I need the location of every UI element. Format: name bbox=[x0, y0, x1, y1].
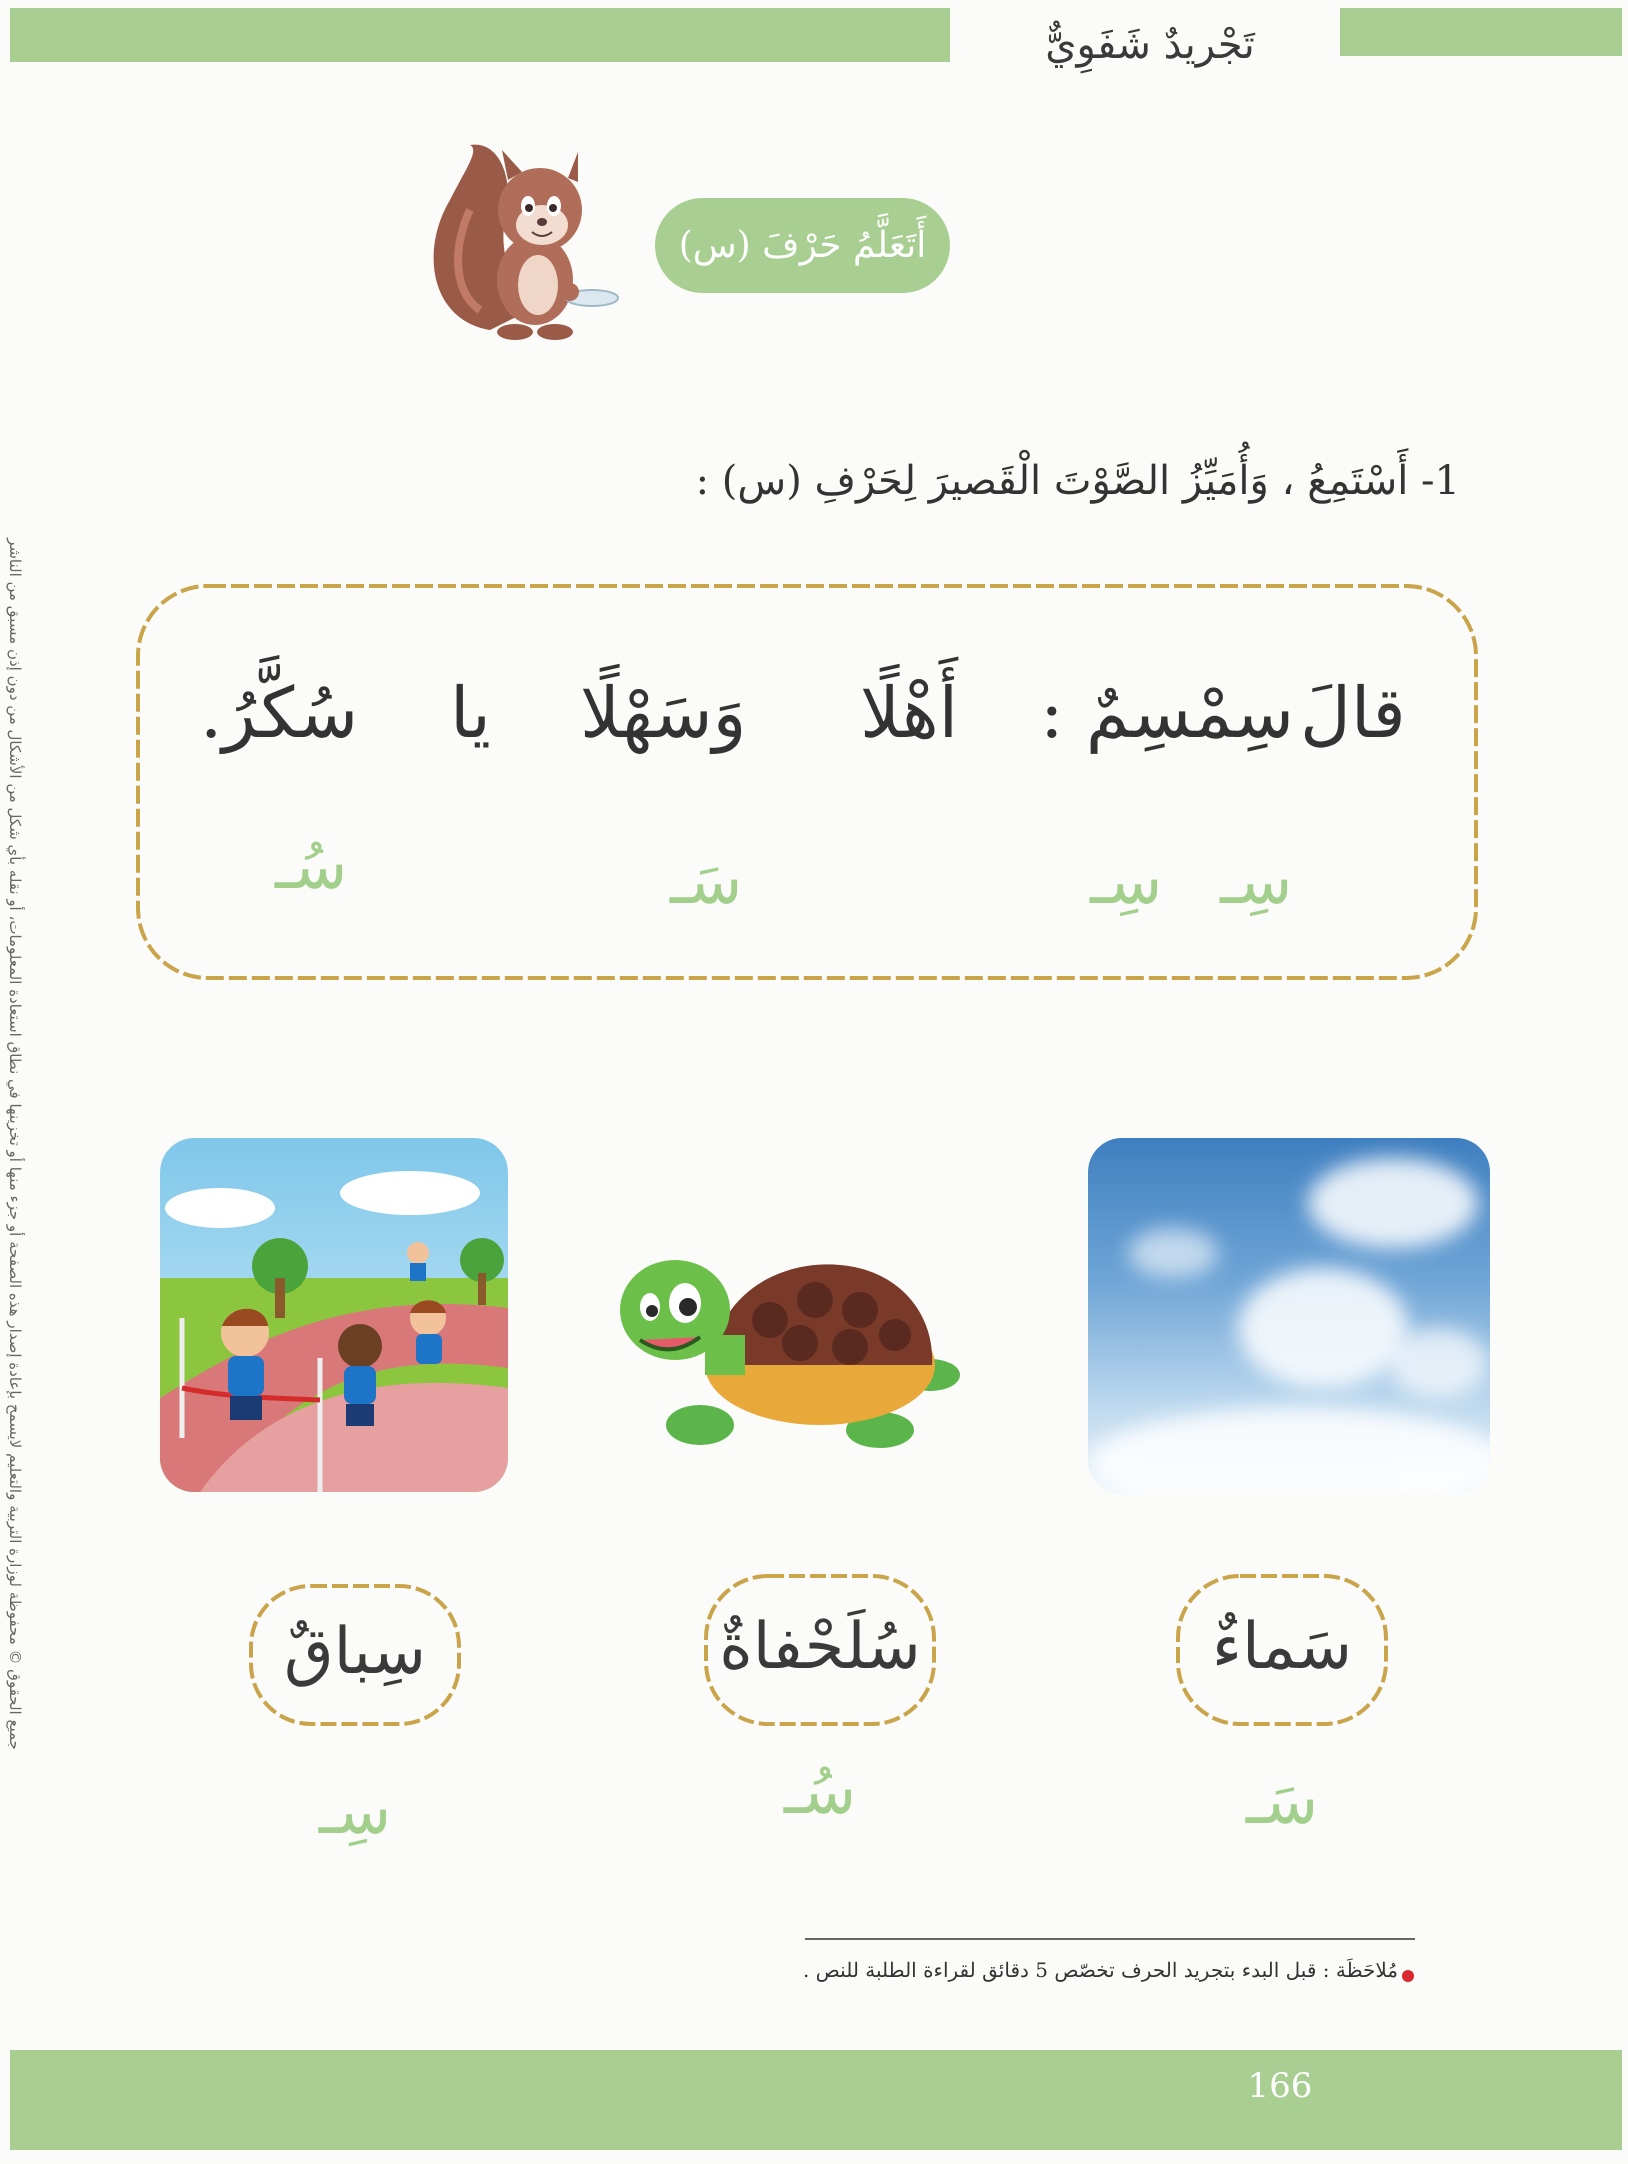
word-turtle: سُلَحْفاةٌ bbox=[719, 1610, 921, 1684]
note-divider bbox=[805, 1938, 1415, 1940]
header-title: تَجْريدٌ شَفَوِيٌّ bbox=[1045, 22, 1255, 68]
word-sky: سَماءٌ bbox=[1211, 1610, 1353, 1684]
word-race-mark: سِـ bbox=[318, 1775, 392, 1849]
sentence-mark-3: سَـ bbox=[670, 845, 743, 919]
page-number: 166 bbox=[1247, 2066, 1313, 2106]
sentence-word-6: سُكَّرُ. bbox=[200, 672, 359, 754]
sentence-word-1: قالَ bbox=[1300, 672, 1406, 754]
teacher-note: مُلاحَظَة : قبل البدء بتجريد الحرف تخصّص 5 دقائق لقراءة الطلبة للنص . bbox=[802, 1958, 1398, 1982]
copyright-side-note-text: جميع الحقوق © محفوظة لوزارة التربية والتعليم لايسمح بإعادة إصدار هذه الصفحة أو جزء منها أو تخزينها في نطاق استعادة المعلومات، أو نقله بأي شكل من الأشكال من دون إذن مسبق من الناشر bbox=[6, 538, 24, 1750]
header-bar-left bbox=[10, 8, 950, 62]
footer-bar bbox=[10, 2050, 1622, 2150]
sentence-word-2: سِمْسِمٌ : bbox=[1040, 672, 1294, 754]
copyright-side-note bbox=[6, 394, 24, 1894]
sentence-frame bbox=[118, 572, 1496, 992]
header-bar-right bbox=[1340, 8, 1622, 56]
exercise-instruction: 1- أَسْتَمِعُ ، وَأُمَيِّزُ الصَّوْتَ الْقَصيرَ لِحَرْفِ (س) : bbox=[695, 458, 1460, 504]
sentence-mark-2: سِـ bbox=[1090, 845, 1163, 919]
sentence-word-4: وَسَهْلًا bbox=[580, 672, 747, 754]
sentence-mark-1: سِـ bbox=[1220, 845, 1293, 919]
sentence-word-5: يا bbox=[450, 672, 491, 754]
lesson-title-pill bbox=[655, 198, 950, 293]
word-race: سِباقٌ bbox=[283, 1615, 427, 1689]
word-turtle-mark: سُـ bbox=[783, 1755, 857, 1829]
sentence-word-3: أَهْلًا bbox=[860, 672, 959, 754]
turtle-picture bbox=[610, 1225, 960, 1455]
lesson-title: أَتَعَلَّمُ حَرْفَ (س) bbox=[678, 225, 927, 266]
sentence-mark-4: سُـ bbox=[275, 830, 348, 904]
sky-picture bbox=[1088, 1138, 1490, 1494]
note-dot-icon bbox=[1402, 1970, 1414, 1982]
race-picture bbox=[160, 1138, 508, 1492]
word-sky-mark: سَـ bbox=[1245, 1765, 1319, 1839]
squirrel-illustration bbox=[420, 140, 620, 345]
